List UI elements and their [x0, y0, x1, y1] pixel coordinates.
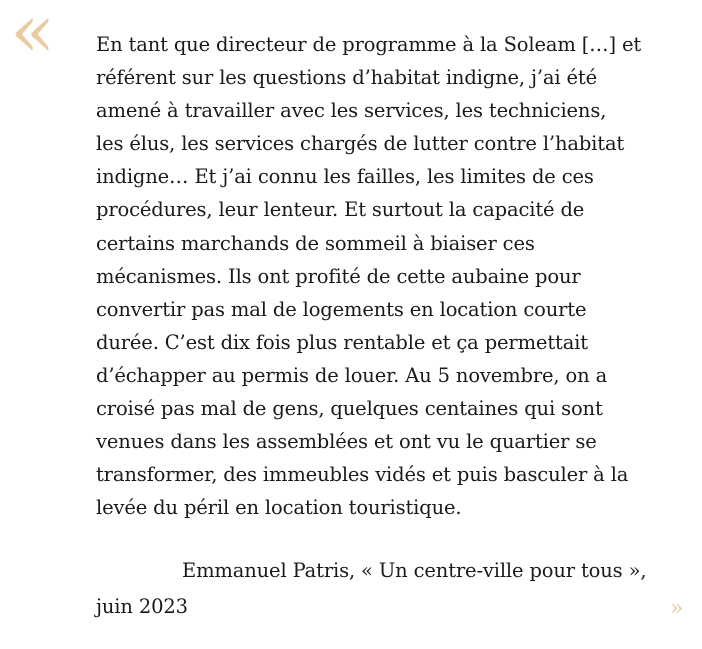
quote-line: amené à travailler avec les services, les techniciens, — [96, 99, 607, 123]
closing-quote-mark: » — [670, 596, 684, 621]
quote-line: référent sur les questions d’habitat indigne, j’ai été — [96, 66, 598, 90]
quote-line: transformer, des immeubles vidés et puis basculer à la — [96, 463, 629, 487]
quote-line: d’échapper au permis de louer. Au 5 novembre, on a — [96, 363, 608, 387]
opening-quote-mark: « — [10, 0, 56, 74]
quote-line: croisé pas mal de gens, quelques centaines qui sont — [96, 397, 603, 421]
quote-line: venues dans les assemblées et ont vu le quartier se — [96, 430, 597, 454]
quote-line: certains marchands de sommeil à biaiser ces — [96, 231, 535, 255]
attribution-author-source: Emmanuel Patris, « Un centre-ville pour tous », — [182, 559, 647, 582]
quote-line: indigne… Et j’ai connu les failles, les limites de ces — [96, 165, 594, 189]
quote-line: mécanismes. Ils ont profité de cette aubaine pour — [96, 264, 581, 288]
attribution-date: juin 2023 — [96, 595, 188, 618]
quote-body — [96, 28, 671, 524]
quote-line: convertir pas mal de logements en location courte — [96, 297, 587, 321]
quote-line: les élus, les services chargés de lutter contre l’habitat — [96, 132, 625, 156]
quote-attribution — [96, 553, 676, 625]
quote-line: durée. C’est dix fois plus rentable et ça permettait — [96, 330, 588, 354]
quote-line: procédures, leur lenteur. Et surtout la capacité de — [96, 198, 585, 222]
quote-line: En tant que directeur de programme à la Soleam […] et — [96, 33, 642, 56]
quote-line: levée du péril en location touristique. — [96, 496, 462, 520]
